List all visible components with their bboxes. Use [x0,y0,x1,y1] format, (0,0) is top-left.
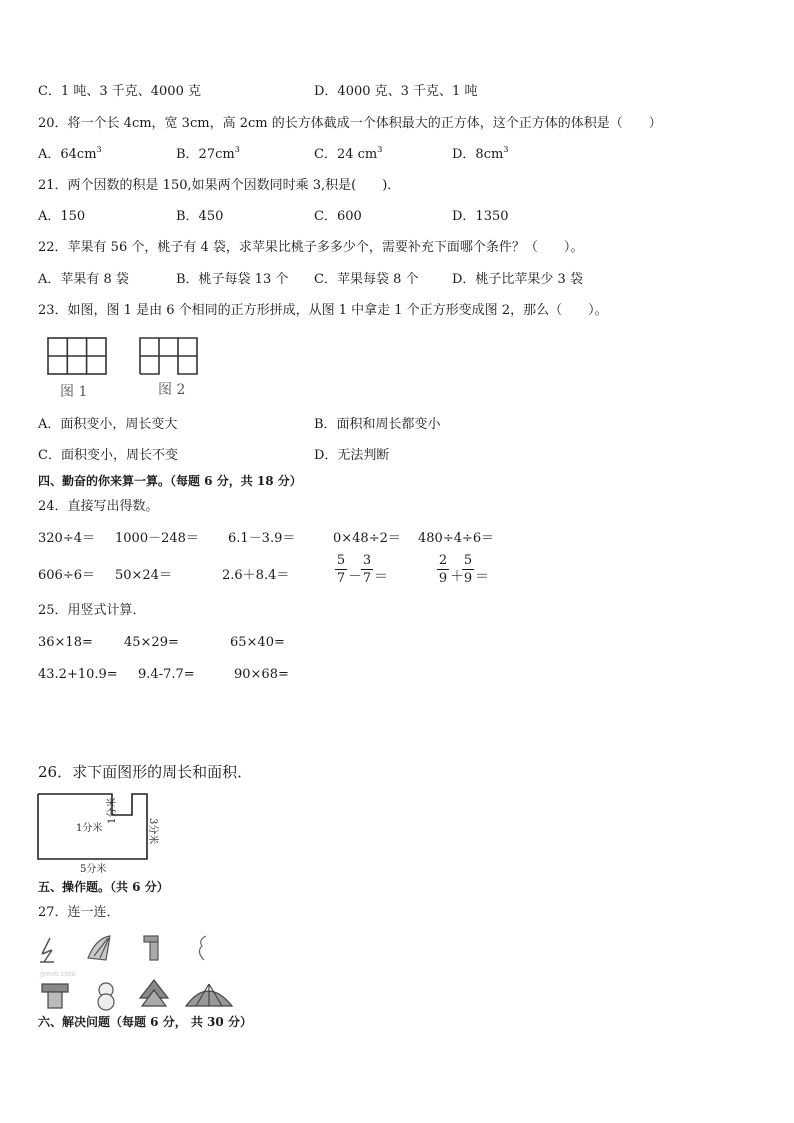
q19-option-d[interactable]: D．4000 克、3 千克、1 吨 [314,84,478,99]
q26-figure [30,788,180,876]
q20-option-c[interactable]: C．24 $cm^3$ [314,145,383,162]
snowman-icon [98,983,114,1010]
half-house-icon [144,936,158,960]
q23-option-b[interactable]: B．面积和周长都变小 [314,417,441,432]
notch-height-label: 1分米 [107,797,118,824]
height-label: 3分米 [147,818,158,845]
q22-option-d[interactable]: D．桃子比苹果少 3 袋 [452,272,583,287]
fraction-two-ninths: 2 9 [438,553,448,586]
q21-option-b[interactable]: B．450 [176,209,224,224]
q24-item: 6.1－3.9＝ [228,531,296,546]
q20-option-b[interactable]: B．$27cm^3$ [176,145,240,162]
half-gourd-icon [199,936,206,960]
q24-item: 480÷4÷6＝ [418,531,495,546]
q20-stem: 20．将一个长 4cm，宽 3cm，高 2cm 的长方体截成一个体积最大的正方体，这个正方体的体积是（ ） [38,116,662,131]
figure-2-label: 图 2 [158,382,186,398]
q21-stem: 21．两个因数的积是 150,如果两个因数同时乘 3,积是( )． [38,178,401,193]
width-label: 5分米 [80,864,107,875]
half-umbrella-icon [88,936,110,960]
watermark-text: jyeoo.com [40,970,76,978]
q23-option-d[interactable]: D．无法判断 [314,448,390,463]
q25-stem: 25．用竖式计算． [38,603,146,618]
q25-item: 9.4-7.7= [138,667,195,682]
figure-1-grid [48,338,106,374]
plus-sign: ＋ [450,569,464,585]
q24-item: 0×48÷2＝ [333,531,401,546]
q27-matching-pictures [36,928,246,1016]
q24-item: 606÷6＝ [38,568,95,583]
q23-option-a[interactable]: A．面积变小，周长变大 [38,417,178,432]
q21-option-c[interactable]: C．600 [314,209,362,224]
q23-stem: 23．如图，图 1 是由 6 个相同的正方形拼成，从图 1 中拿走 1 个正方形变成图 2，那么（ ）。 [38,303,608,318]
q25-item: 65×40= [230,635,285,650]
tree-icon [140,980,168,1006]
house-icon [42,984,68,1008]
umbrella-icon [186,984,232,1006]
section-5-heading: 五、操作题。（共 6 分） [38,880,169,894]
half-snowman-icon [40,938,54,962]
q27-stem: 27．连一连． [38,905,120,920]
figure-2-grid [140,338,197,374]
fraction-five-sevenths: 5 7 [336,553,346,586]
q24-item: 320÷4＝ [38,531,95,546]
q26-stem: 26．求下面图形的周长和面积． [38,763,253,781]
q20-option-d[interactable]: D．$8cm^3$ [452,145,509,162]
minus-sign: － [348,569,362,585]
q24-stem: 24．直接写出得数。 [38,499,159,514]
q22-option-b[interactable]: B．桃子每袋 13 个 [176,272,289,287]
q23-option-c[interactable]: C．面积变小，周长不变 [38,448,178,463]
q25-item: 45×29= [124,635,179,650]
fraction-five-ninths: 5 9 [463,553,473,586]
q25-item: 90×68= [234,667,289,682]
q22-stem: 22．苹果有 56 个，桃子有 4 袋，求苹果比桃子多多少个，需要补充下面哪个条件？（ ）。 [38,240,584,255]
equals-sign: ＝ [374,569,388,585]
q21-option-a[interactable]: A．150 [38,209,86,224]
figure-1-label: 图 1 [60,384,88,400]
q24-item: 50×24＝ [115,568,172,583]
q24-item: 1000－248＝ [115,531,199,546]
q25-item: 36×18= [38,635,93,650]
q22-option-c[interactable]: C．苹果每袋 8 个 [314,272,419,287]
section-4-heading: 四、勤奋的你来算一算。（每题 6 分，共 18 分） [38,474,302,488]
q23-figures [40,333,210,403]
q25-item: 43.2+10.9= [38,667,118,682]
q19-option-c[interactable]: C．1 吨、3 千克、4000 克 [38,84,201,99]
section-6-heading: 六、解决问题（每题 6 分， 共 30 分） [38,1015,252,1029]
q20-option-a[interactable]: A．$64cm^3$ [38,145,102,162]
q22-option-a[interactable]: A．苹果有 8 袋 [38,272,129,287]
q24-item: 2.6＋8.4＝ [222,568,290,583]
equals-sign: ＝ [475,569,489,585]
notch-width-label: 1分米 [76,823,103,834]
fraction-three-sevenths: 3 7 [362,553,372,586]
q21-option-d[interactable]: D．1350 [452,209,509,224]
